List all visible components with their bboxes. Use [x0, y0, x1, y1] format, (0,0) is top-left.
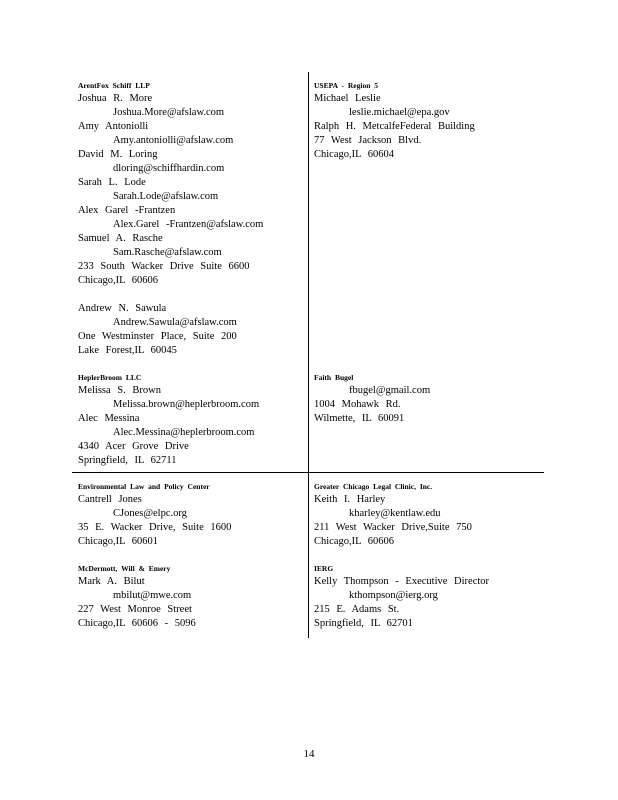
contact-email: Sam.Rasche@afslaw.com: [113, 247, 222, 258]
contact-email: kthompson@ierg.org: [349, 590, 438, 601]
contact-name: Samuel A. Rasche: [78, 233, 163, 244]
contact-name: Alec Messina: [78, 413, 140, 424]
contact-name: Melissa S. Brown: [78, 385, 161, 396]
page-number: 14: [303, 748, 315, 760]
org-name: HeplerBroom LLC: [78, 373, 142, 382]
address-line: 35 E. Wacker Drive, Suite 1600: [78, 522, 232, 533]
contact-email: Sarah.Lode@afslaw.com: [113, 191, 219, 202]
column-divider: [308, 72, 309, 638]
contact-email: Joshua.More@afslaw.com: [113, 107, 225, 118]
address-line: 215 E. Adams St.: [314, 604, 400, 615]
address-line: Chicago,IL 60604: [314, 149, 395, 160]
address-line: Springfield, IL 62711: [78, 455, 177, 466]
org-name: Environmental Law and Policy Center: [78, 482, 210, 491]
service-entry-mcdermott: [78, 563, 196, 631]
contact-name: Andrew N. Sawula: [78, 303, 167, 314]
contact-name: Kelly Thompson - Executive Director: [314, 576, 490, 587]
address-line: Wilmette, IL 60091: [314, 413, 405, 424]
contact-email: Andrew.Sawula@afslaw.com: [113, 317, 237, 328]
contact-name: Amy Antoniolli: [78, 121, 149, 132]
contact-email: kharley@kentlaw.edu: [349, 508, 441, 519]
contact-email: CJones@elpc.org: [113, 508, 187, 519]
contact-email: fbugel@gmail.com: [349, 385, 431, 396]
service-entry-faith-bugel: [314, 372, 430, 426]
org-name: Faith Bugel: [314, 373, 354, 382]
org-name: Greater Chicago Legal Clinic, Inc.: [314, 482, 433, 491]
address-line: Chicago,IL 60601: [78, 536, 159, 547]
service-entry-arentfox: [78, 80, 263, 358]
service-entry-legal-clinic: [314, 481, 472, 549]
address-line: 233 South Wacker Drive Suite 6600: [78, 261, 250, 272]
address-line: 4340 Acer Grove Drive: [78, 441, 189, 452]
org-name: IERG: [314, 564, 334, 573]
org-name: ArentFox Schiff LLP: [78, 81, 150, 90]
contact-name: Alex Garel -Frantzen: [78, 205, 176, 216]
address-line: 1004 Mohawk Rd.: [314, 399, 401, 410]
contact-email: Melissa.brown@heplerbroom.com: [113, 399, 260, 410]
contact-email: Amy.antoniolli@afslaw.com: [113, 135, 234, 146]
service-entry-elpc: [78, 481, 231, 549]
org-name: McDermott, Will & Emery: [78, 564, 171, 573]
row-divider: [72, 472, 544, 473]
service-entry-ierg: [314, 563, 489, 631]
contact-email: Alex.Garel -Frantzen@afslaw.com: [113, 219, 264, 230]
address-line: 227 West Monroe Street: [78, 604, 192, 615]
contact-email: Alec.Messina@heplerbroom.com: [113, 427, 255, 438]
contact-name: Michael Leslie: [314, 93, 381, 104]
address-line: One Westminster Place, Suite 200: [78, 331, 237, 342]
org-name: USEPA - Region 5: [314, 81, 378, 90]
contact-name: David M. Loring: [78, 149, 158, 160]
service-entry-usepa: [314, 80, 475, 162]
address-line: Ralph H. MetcalfeFederal Building: [314, 121, 475, 132]
address-line: Springfield, IL 62701: [314, 618, 413, 629]
address-line: Chicago,IL 60606 - 5096: [78, 618, 196, 629]
service-entry-heplerbroom: [78, 372, 259, 468]
address-line: 211 West Wacker Drive,Suite 750: [314, 522, 472, 533]
contact-name: Mark A. Bilut: [78, 576, 145, 587]
address-line: Lake Forest,IL 60045: [78, 345, 177, 356]
address-line: Chicago,IL 60606: [314, 536, 395, 547]
contact-name: Joshua R. More: [78, 93, 153, 104]
contact-email: mbilut@mwe.com: [113, 590, 192, 601]
contact-name: Sarah L. Lode: [78, 177, 146, 188]
address-line: Chicago,IL 60606: [78, 275, 159, 286]
contact-email: dloring@schiffhardin.com: [113, 163, 225, 174]
contact-name: Keith I. Harley: [314, 494, 386, 505]
address-line: 77 West Jackson Blvd.: [314, 135, 422, 146]
contact-name: Cantrell Jones: [78, 494, 142, 505]
contact-email: leslie.michael@epa.gov: [349, 107, 450, 118]
